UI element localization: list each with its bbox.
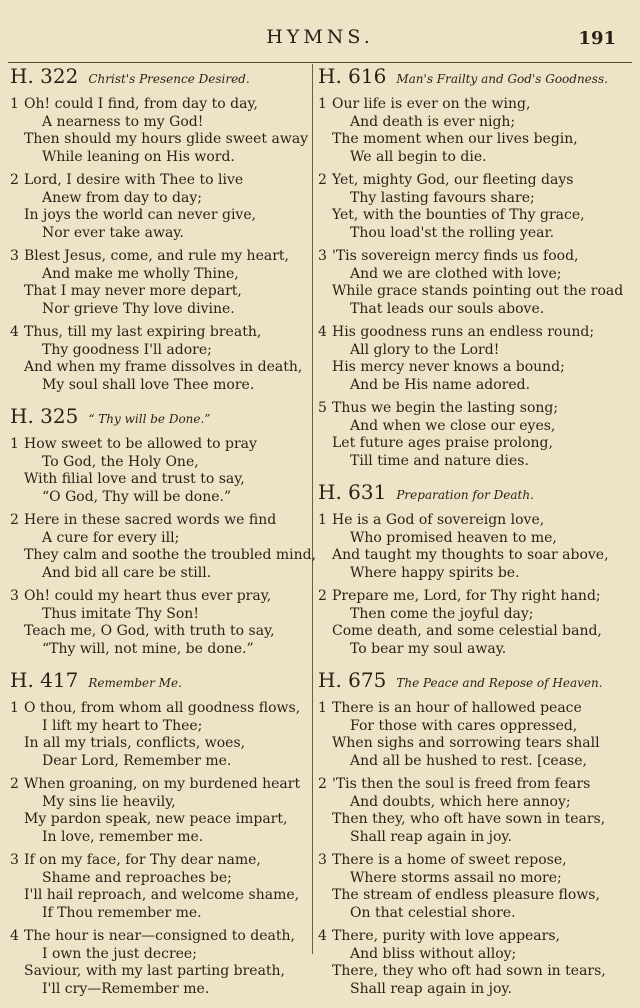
verse-text: And taught my thoughts to soar above, [332,547,609,563]
verse-text: Thus, till my last expiring breath, [24,324,262,340]
verse-text: There, purity with love appears, [332,928,560,944]
hymn [318,64,624,470]
verse-text: That I may never more depart, [24,283,242,299]
verse-line [318,301,620,319]
verse-text: Dear Lord, Remember me. [42,752,232,769]
verse-line [10,794,312,812]
hymn-subtitle: Preparation for Death. [396,488,534,502]
verse-text: Shall reap again in joy. [350,828,512,845]
hymn-number: H. 325 [10,404,79,428]
verse-line [10,753,312,771]
verse-text: Here in these sacred words we find [24,512,277,528]
verse-number: 4 [318,324,327,340]
hymn-subtitle: Christ's Presence Desired. [88,72,250,86]
verse-line [10,870,312,888]
verse-text: Where happy spirits be. [350,564,520,581]
verse [10,172,312,242]
verse-text: When groaning, on my burdened heart [24,776,301,792]
verse-text: When sighs and sorrowing tears shall [332,735,600,751]
verse-line [10,606,312,624]
verse-line [10,547,317,565]
verse-line [318,794,620,812]
verse-line [318,149,620,167]
verse-text: In love, remember me. [42,828,204,845]
verse-line [318,283,624,301]
verse-text: Thus we begin the lasting song; [332,400,559,416]
verse-number: 1 [318,700,327,716]
verse-text: I lift my heart to Thee; [42,717,203,734]
verse-text: Thou load'st the rolling year. [350,224,555,241]
verse-number: 1 [318,96,327,112]
verse-number: 4 [10,928,19,944]
verse-line [318,606,620,624]
verse-text: Oh! could my heart thus ever pray, [24,588,272,604]
verse-text: Lord, I desire with Thee to live [24,172,244,188]
verse-line [10,283,312,301]
verse-line [10,565,312,583]
verse [10,776,312,846]
verse-line [318,735,620,753]
verse-text: While grace stands pointing out the road [332,283,624,299]
verse-line [318,131,620,149]
verse-line [318,324,620,342]
verse-line [10,776,312,794]
verse-number: 3 [10,588,19,604]
verse-line [318,342,620,360]
verse [318,400,620,470]
verse-text: 'Tis then the soul is freed from fears [332,776,591,792]
verse-text: Shall reap again in joy. [350,980,512,997]
verse-line [318,776,620,794]
verse-number: 2 [318,588,327,604]
verse-line [318,435,620,453]
verse-text: Oh! could I find, from day to day, [24,96,258,112]
verse-text: Teach me, O God, with truth to say, [24,623,275,639]
verse-text: 'Tis sovereign mercy finds us food, [332,248,579,264]
verse-line [10,96,312,114]
verse [318,248,624,318]
verse-number: 2 [318,776,327,792]
verse [318,324,620,394]
verse-line [318,266,620,284]
verse-text: I'll hail reproach, and welcome shame, [24,887,300,903]
verse-line [318,753,620,771]
verse-line [10,225,312,243]
verse-line [318,852,620,870]
verse-line [10,735,312,753]
hymn [10,64,312,394]
verse-line [10,266,312,284]
verse-text: Prepare me, Lord, for Thy right hand; [332,588,601,604]
hymn [318,668,620,998]
hymn-number: H. 322 [10,64,79,88]
verse-text: And bid all care be still. [42,564,212,581]
verse-number: 3 [318,248,327,264]
verse-line [318,700,620,718]
verse-line [318,530,620,548]
verse-line [10,512,312,530]
verse-line [10,946,312,964]
verse-line [10,489,312,507]
verse-number: 3 [10,248,19,264]
verse-text: I'll cry—Remember me. [42,980,210,997]
verse-line [10,377,312,395]
verse-line [318,418,620,436]
verse-text: They calm and soothe the troubled mind, [24,547,317,563]
verse-number: 3 [318,852,327,868]
verse-line [10,359,312,377]
verse-text: In joys the world can never give, [24,207,257,223]
verse-line [10,190,312,208]
verse [10,512,317,582]
verse-text: Yet, with the bounties of Thy grace, [332,207,585,223]
verse-number: 3 [10,852,19,868]
verse-line [318,887,620,905]
verse-line [318,377,620,395]
hymn-subtitle: Man's Frailty and God's Goodness. [396,72,608,86]
verse-number: 2 [10,512,19,528]
verse-line [318,588,620,606]
verse [318,776,620,846]
verse-line [10,641,312,659]
verse-text: And all be hushed to rest. [cease, [350,752,587,769]
verse-line [10,963,312,981]
verse-text: And bliss without alloy; [350,945,517,962]
verse [10,588,312,658]
header-rule [8,62,632,63]
verse-text: To bear my soul away. [350,640,507,657]
verse [10,700,312,770]
verse-line [318,829,620,847]
hymn-subtitle: The Peace and Repose of Heaven. [396,676,603,690]
verse-text: “O God, Thy will be done.” [42,488,232,505]
verse-line [10,811,312,829]
hymn [318,480,620,658]
verse-text: And when my frame dissolves in death, [24,359,303,375]
verse-line [10,471,312,489]
verse-text: Our life is ever on the wing, [332,96,531,112]
verse-text: Thy goodness I'll adore; [42,341,212,358]
verse-text: Nor ever take away. [42,224,184,241]
verse-line [10,114,312,132]
verse-text: How sweet to be allowed to pray [24,436,257,452]
verse-text: Anew from day to day; [42,189,202,206]
verse-text: And doubts, which here annoy; [350,793,571,810]
hymn [10,668,312,998]
verse-text: And we are clothed with love; [350,265,562,282]
verse-line [10,436,312,454]
verse-text: Till time and nature dies. [350,452,529,469]
verse [10,852,312,922]
verse-line [318,359,620,377]
verse-text: Nor grieve Thy love divine. [42,300,235,317]
verse-line [318,190,620,208]
verse-line [10,324,312,342]
verse-text: On that celestial shore. [350,904,516,921]
verse-text: Where storms assail no more; [350,869,562,886]
verse-line [10,852,312,870]
verse-number: 4 [318,928,327,944]
verse-line [10,588,312,606]
verse-line [318,547,620,565]
verse-line [318,946,620,964]
verse-text: The stream of endless pleasure flows, [332,887,600,903]
hymn-subtitle: “ Thy will be Done.” [88,412,211,426]
verse-line [10,829,312,847]
hymn-number: H. 631 [318,480,387,504]
verse-line [318,565,620,583]
verse-text: And make me wholly Thine, [42,265,239,282]
page-number: 191 [578,28,616,49]
verse-text: His mercy never knows a bound; [332,359,565,375]
verse-line [318,928,620,946]
verse-text: All glory to the Lord! [350,341,500,358]
verse-line [10,700,312,718]
hymn-number: H. 616 [318,64,387,88]
verse-text: There, they who oft had sown in tears, [332,963,606,979]
verse-line [318,400,620,418]
verse-text: And be His name adored. [350,376,531,393]
verse-text: A nearness to my God! [42,113,204,130]
verse-text: My pardon speak, new peace impart, [24,811,288,827]
verse-text: Yet, mighty God, our fleeting days [332,172,574,188]
hymn-heading [318,668,620,698]
verse-number: 1 [10,436,19,452]
right-column [318,64,624,1008]
verse-text: That leads our souls above. [350,300,545,317]
verse-text: If on my face, for Thy dear name, [24,852,261,868]
verse-number: 1 [10,700,19,716]
verse-line [10,623,312,641]
hymn-heading [10,64,312,94]
page-header [0,26,640,56]
verse-line [10,342,312,360]
verse-line [10,530,312,548]
verse-line [10,248,312,266]
verse-line [318,623,620,641]
verse-text: While leaning on His word. [42,148,235,165]
verse-text: Shame and reproaches be; [42,869,232,886]
verse-text: Let future ages praise prolong, [332,435,553,451]
verse-line [10,928,312,946]
verse-number: 2 [10,172,19,188]
column-divider [312,64,313,954]
verse-line [318,905,620,923]
hymn-number: H. 675 [318,668,387,692]
verse-line [318,512,620,530]
hymn-heading [10,668,312,698]
verse [10,96,312,166]
verse-line [10,301,312,319]
verse-text: With filial love and trust to say, [24,471,245,487]
verse-text: Thus imitate Thy Son! [42,605,199,622]
running-title: HYMNS. [266,26,374,48]
verse-line [10,131,312,149]
verse-text: “Thy will, not mine, be done.” [42,640,254,657]
verse-text: Then come the joyful day; [350,605,534,622]
verse-text: My sins lie heavily, [42,793,176,810]
verse-number: 1 [318,512,327,528]
verse-text: The moment when our lives begin, [332,131,578,147]
verse [10,248,312,318]
verse [318,700,620,770]
verse-text: There is an hour of hallowed peace [332,700,582,716]
verse-text: His goodness runs an endless round; [332,324,595,340]
verse-text: My soul shall love Thee more. [42,376,255,393]
verse-text: I own the just decree; [42,945,197,962]
verse-number: 4 [10,324,19,340]
verse-number: 5 [318,400,327,416]
verse-text: Saviour, with my last parting breath, [24,963,286,979]
verse-line [318,96,620,114]
verse-text: Then they, who oft have sown in tears, [332,811,606,827]
verse-line [10,718,312,736]
verse-line [318,453,620,471]
verse-line [318,963,620,981]
verse [10,436,312,506]
verse-text: He is a God of sovereign love, [332,512,545,528]
verse-line [318,225,620,243]
verse-line [318,811,620,829]
hymn-subtitle: Remember Me. [88,676,182,690]
verse-text: And death is ever nigh; [350,113,516,130]
verse-line [318,641,620,659]
hymn-heading [10,404,312,434]
verse-text: For those with cares oppressed, [350,717,578,734]
verse-text: Thy lasting favours share; [350,189,535,206]
verse [10,928,312,998]
left-column [10,64,317,1008]
verse-text: O thou, from whom all goodness flows, [24,700,301,716]
verse-line [318,248,620,266]
verse-text: We all begin to die. [350,148,487,165]
verse [318,96,620,166]
verse-line [318,981,620,999]
verse-line [318,172,620,190]
verse [318,928,620,998]
verse [318,172,620,242]
verse-text: The hour is near—consigned to death, [24,928,295,944]
verse-line [10,172,312,190]
verse-line [318,718,620,736]
verse-number: 2 [318,172,327,188]
verse-text: Blest Jesus, come, and rule my heart, [24,248,289,264]
verse-text: Come death, and some celestial band, [332,623,602,639]
verse-line [10,905,312,923]
verse-line [10,454,312,472]
hymn-heading [318,480,620,510]
verse [10,324,312,394]
verse-text: There is a home of sweet repose, [332,852,567,868]
verse-line [318,870,620,888]
verse [318,512,620,582]
verse-line [318,207,620,225]
verse-text: To God, the Holy One, [42,453,199,470]
hymn [10,404,317,658]
verse-line [10,887,312,905]
verse-line [10,981,312,999]
verse-text: And when we close our eyes, [350,417,556,434]
verse-text: If Thou remember me. [42,904,202,921]
verse-text: A cure for every ill; [42,529,180,546]
verse-line [10,149,312,167]
verse-text: Who promised heaven to me, [350,529,557,546]
verse-number: 2 [10,776,19,792]
verse [318,588,620,658]
verse-text: In all my trials, conflicts, woes, [24,735,246,751]
hymn-number: H. 417 [10,668,79,692]
verse-text: Then should my hours glide sweet away [24,131,309,147]
verse-line [10,207,312,225]
verse-line [318,114,620,132]
verse [318,852,620,922]
verse-number: 1 [10,96,19,112]
hymn-heading [318,64,620,94]
